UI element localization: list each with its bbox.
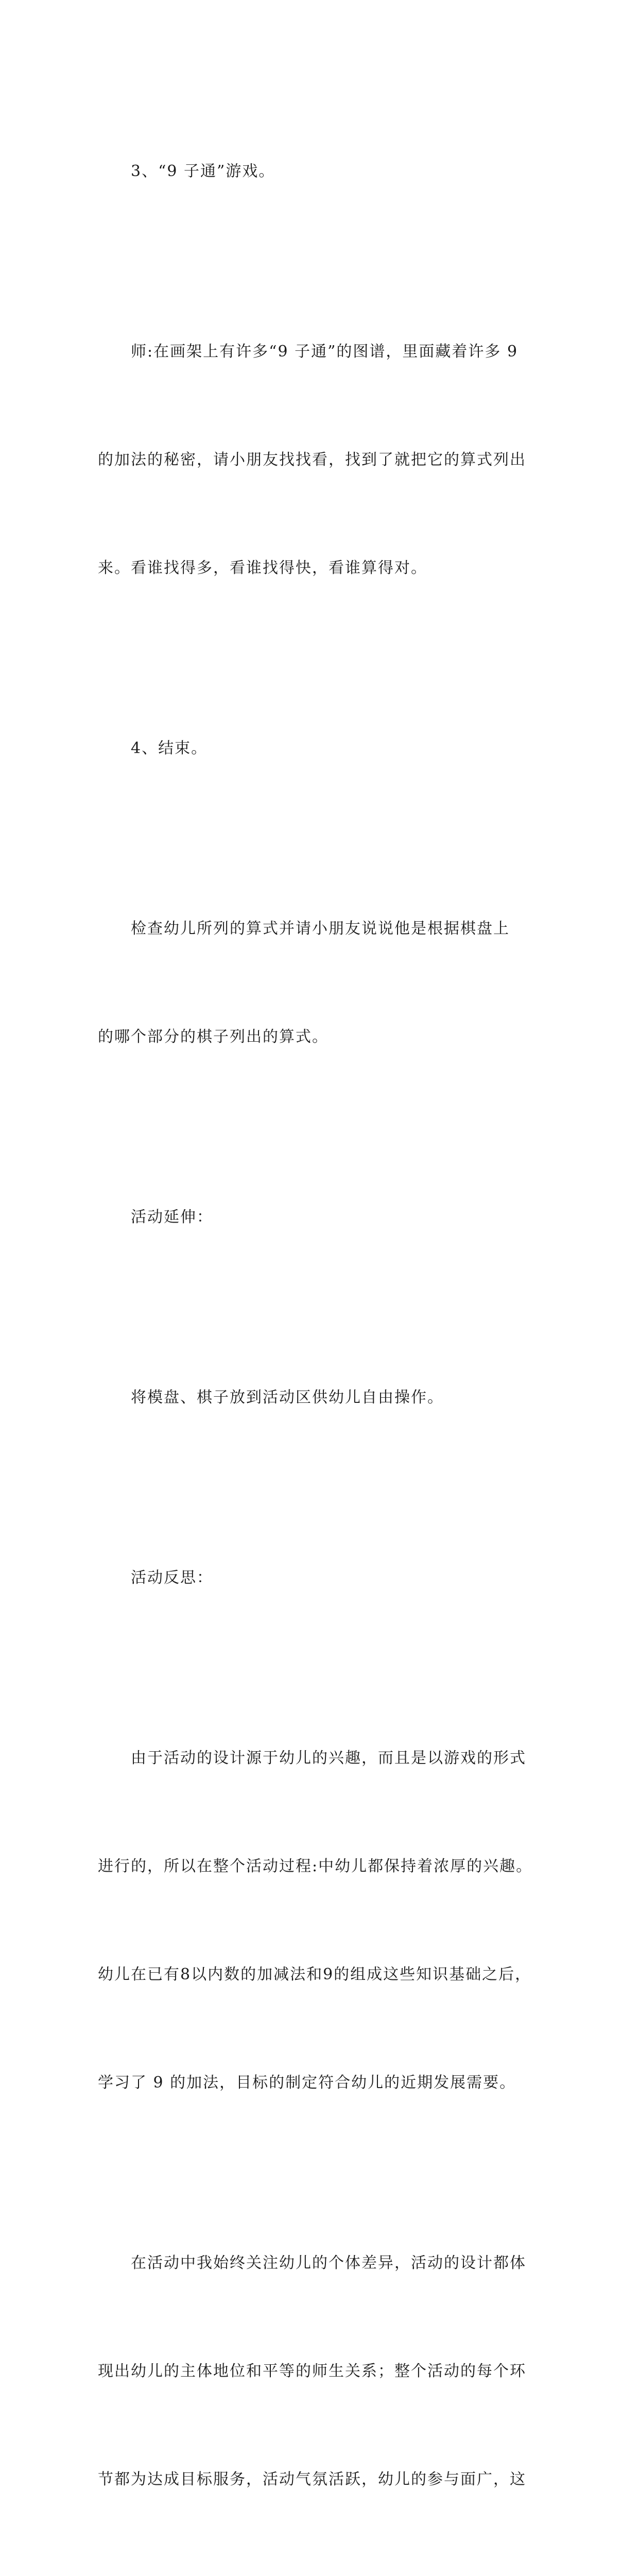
text-line: 来。看谁找得多，看谁找得快，看谁算得对。 (98, 559, 427, 577)
text-line: 现出幼儿的主体地位和平等的师生关系；整个活动的每个环 (98, 2362, 526, 2380)
text-line: 3、“9 子通”游戏。 (131, 162, 275, 180)
text-line: 的加法的秘密，请小朋友找找看，找到了就把它的算式列出 (98, 451, 526, 469)
paragraph-heading-game (98, 81, 546, 262)
paragraph-extension (98, 1308, 546, 1488)
text-line: 师:在画架上有许多“9 子通”的图谱，里面藏着许多 9 (131, 343, 519, 361)
paragraph-check (98, 839, 546, 1127)
text-line: 的哪个部分的棋子列出的算式。 (98, 1028, 329, 1046)
text-line: 幼儿在已有8以内数的加减法和9的组成这些知识基础之后， (98, 1965, 532, 1984)
text-line: 学习了 9 的加法，目标的制定符合幼儿的近期发展需要。 (98, 2074, 516, 2092)
paragraph-reflection-1 (98, 1668, 546, 2173)
paragraph-reflection-2 (98, 2173, 546, 2576)
paragraph-heading-end (98, 658, 546, 839)
paragraph-teacher-instruction (98, 262, 546, 658)
paragraph-heading-extension (98, 1127, 546, 1308)
text-line: 将模盘、棋子放到活动区供幼儿自由操作。 (131, 1388, 444, 1406)
text-line: 在活动中我始终关注幼儿的个体差异，活动的设计都体 (131, 2254, 526, 2272)
text-line: 活动反思： (131, 1569, 213, 1587)
text-line: 由于活动的设计源于幼儿的兴趣，而且是以游戏的形式 (131, 1749, 526, 1767)
text-line: 进行的，所以在整个活动过程:中幼儿都保持着浓厚的兴趣。 (98, 1857, 533, 1875)
document-body (98, 81, 546, 2576)
text-line: 4、结束。 (131, 739, 208, 757)
text-line: 活动延伸： (131, 1208, 213, 1226)
text-line: 节都为达成目标服务，活动气氛活跃，幼儿的参与面广，这 (98, 2470, 526, 2488)
text-line: 检查幼儿所列的算式并请小朋友说说他是根据棋盘上 (131, 920, 510, 938)
text-line (65, 2570, 546, 2576)
paragraph-heading-reflection (98, 1488, 546, 1668)
